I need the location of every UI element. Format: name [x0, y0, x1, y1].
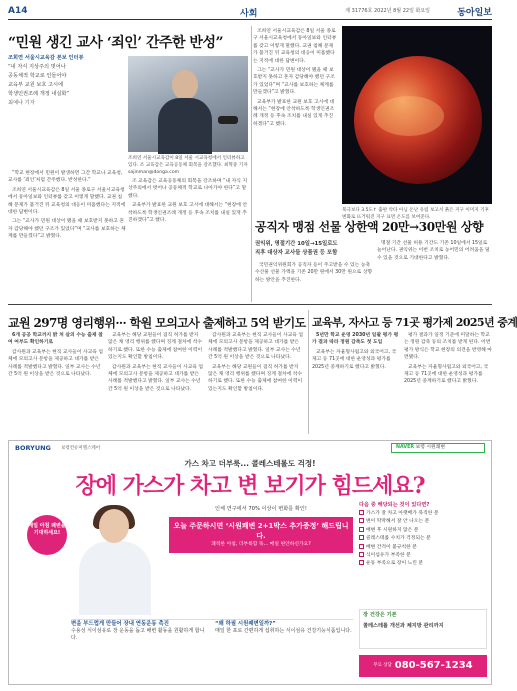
checklist-item: 식이섬유가 부족한 분 — [359, 552, 487, 560]
paragraph: 교육부는 자율형사립고와 외국어고, 국제고 등 71곳에 대한 운영성과 평가를 2025년 중계하기로 했다고 밝혔다. — [312, 349, 397, 370]
model-head — [99, 509, 129, 543]
masthead — [8, 6, 492, 20]
subhead-line: 권익위, 명절기간 10일→15일로도 — [255, 241, 338, 247]
ad-phone-button[interactable] — [359, 655, 487, 677]
ad-claim: 인체 연구에서 70% 이상이 변화를 확인! — [214, 506, 307, 512]
checkbox-icon — [359, 527, 364, 532]
paragraph: 감사원과 교육부는 현직 교사들이 사교육 업체에 모의고사 문항을 제공하고 대가를 받은 사례를 적발했다고 밝혔다. 일부 교사는 수년간 5억 원 이상을 받은 것으로 나타났다. — [8, 349, 104, 378]
search-query: 보령 시원쾌변 — [415, 445, 445, 450]
info-title: 변을 부드럽게 만들어 장내 연동운동 촉진 — [71, 621, 169, 627]
story-c-headline[interactable]: 교원 297명 영리행위··· 학원 모의고사 출제하고 5억 받기도 — [8, 316, 306, 330]
ad-lead: 가스 차고 더부룩... 콜레스테롤도 걱정! — [184, 459, 316, 468]
paragraph: 교육부는 해당 교원들이 겸직 허가를 받지 않은 채 영리 행위를 했다며 징계 절차에 착수하기로 했다. 또한 수능 출제에 참여한 이력이 있는지도 확인할 방침이다. — [208, 364, 303, 392]
story-b-photo — [342, 26, 492, 204]
checkbox-icon — [359, 552, 364, 557]
info-text: 매일 한 포로 간편하게 섭취하는 식이섬유 건강기능식품입니다. — [215, 628, 352, 635]
deck-line: 교육부 교원 보호 고시에 — [8, 82, 64, 88]
section-title: 사회 — [240, 9, 258, 19]
checkbox-icon — [359, 544, 364, 549]
portrait-figure — [158, 70, 212, 152]
subhead-line: 직후 대상자 교사들 상품권 등 포함 — [255, 250, 338, 256]
story-c-body-2 — [108, 332, 204, 434]
checkbox-icon — [359, 510, 364, 515]
checkbox-icon — [359, 560, 364, 565]
ad-checklist — [359, 501, 487, 605]
ad-brand-sub: 보령컨슈머헬스케어 — [61, 446, 101, 451]
ad-info-right — [215, 621, 353, 635]
promo-line: 쾌적한 아침, 더부룩함 뚝... 매일 편안하신가요? — [211, 542, 311, 547]
paragraph: 평가 결과가 일정 기준에 미달하는 학교는 정원 감축 등의 조치를 받게 된다. 이번 평가 방식은 학교 현장의 의견을 반영해 마련됐다. — [404, 333, 492, 361]
deck-line: 학생인권조례 개정 내실화” — [8, 91, 70, 97]
phone-number: 080-567-1234 — [394, 660, 473, 671]
ad-brand-logo: BORYUNG — [15, 444, 51, 452]
deck-line: 공동체적 학교로 인들어야 — [8, 73, 67, 79]
phone-tag: 무료 상담 — [373, 663, 392, 668]
story-a-body-2 — [128, 178, 248, 298]
story-b-photo-caption: 북극보다 3.5도↑ 출판 악타 아님 온난 유럽 보고서 붉은 지구 이미지 기후 변화로 뜨거워진 지구 표면 온도를 보여준다. — [342, 208, 490, 220]
story-b-subheads — [255, 240, 373, 258]
page-number: A14 — [8, 6, 28, 16]
paragraph: 교육부는 자율형사립고와 외국어고, 국제고 등 71곳에 대한 운영성과 평가를 2025년 중계하기로 했다고 밝혔다. — [404, 364, 489, 385]
product-title: 장 건강은 기본 — [363, 612, 397, 618]
paragraph: 조희연 서울시교육감은 8일 서울 종로구 서울시교육청에서 동아일보와 인터뷰를 갖고 이렇게 말했다. 교권 침해 문제가 불거진 뒤 교육청의 대응이 미흡했다는 지적에 대한 답변이다. — [253, 29, 337, 64]
paragraph: “학교 현장에서 민원이 발생하면 그간 학교나 교육청, 교사를 ‘죄인’처럼 간주했다. 반성한다.” — [8, 171, 123, 184]
paragraph: 명절 기간 선물 허용 기간도 기존 10일에서 15일로 늘어난다. 권익위는 이번 조치로 농어민의 어려움을 덜 수 있을 것으로 기대한다고 밝혔다. — [377, 241, 490, 261]
ad-promo-box — [169, 517, 353, 553]
promo-line: 오늘 주문하시면 ‘시원쾌변 2+1박스 추가증정’ 해드립니다. — [173, 522, 349, 540]
ad-model-image — [71, 505, 163, 615]
story-a-body-3 — [253, 28, 337, 214]
checklist-item: 변이 딱딱해서 잘 안 나오는 분 — [359, 518, 487, 526]
paragraph: 감사원과 교육부는 현직 교사들이 사교육 업체에 모의고사 문항을 제공하고 대가를 받은 사례를 적발했다고 밝혔다. 일부 교사는 수년간 5억 원 이상을 받은 것으로 나타났다. — [108, 364, 204, 392]
newspaper-name: 동아일보 — [457, 8, 492, 18]
checklist-item: 배변 간격이 불규칙한 분 — [359, 544, 487, 552]
paragraph: 교육부는 해당 교원들이 겸직 허가를 받지 않은 채 영리 행위를 했다며 징계 절차에 착수하기로 했다. 또한 수능 출제에 참여한 이력이 있는지도 확인할 방침이다. — [108, 333, 203, 361]
story-a-photo-caption: 조희연 서울시교육감이 8일 서울 시교육청에서 인터뷰하고 있다. 조 교육감은 교육공동체 회복을 강조했다. 최혁중 기자 sajinman@donga.com — [128, 156, 248, 175]
checklist-title: 다음 중 해당되는 것이 있다면? — [359, 502, 430, 508]
ad-topbar — [9, 441, 491, 455]
info-title: “왜 하필 시원쾌변일까?” — [215, 621, 276, 627]
story-b-headline[interactable]: 공직자 맹점 선물 상한액 20만→30만원 상향 — [255, 220, 484, 234]
checklist-item: 가스가 잘 차고 아랫배가 묵직한 분 — [359, 510, 487, 518]
product-sub: 콜레스테롤 개선과 체지방 관리까지 — [363, 623, 444, 629]
ad-search-box[interactable] — [391, 443, 485, 453]
search-brand: NAVER — [396, 445, 415, 450]
earth-globe-image — [354, 56, 482, 184]
paragraph: 교육부가 발표한 교원 보호 고시에 대해서는 “현장에 안착하도록 학생인권조례 개정 등 후속 조치를 내실 있게 추진하겠다”고 했다. — [128, 203, 248, 224]
story-b-body — [255, 262, 373, 300]
checklist-item: 운동 부족으로 장이 느린 분 — [359, 560, 487, 568]
story-a-body — [8, 170, 126, 298]
deck-line: 조희연 서울시교육감 본보 인터뷰 — [8, 55, 84, 61]
checkbox-icon — [359, 518, 364, 523]
ad-product-box — [359, 609, 487, 649]
column-rule — [308, 310, 309, 434]
story-d-headline[interactable]: 교육부, 자사고 등 71곳 평가제 2025년 중계 — [312, 316, 517, 329]
story-d-body-2 — [404, 332, 492, 434]
paragraph: 조 교육감은 교육공동체의 회복을 강조하며 “내 자식 지상주의에서 벗어나 공동체적 학교로 나아가야 한다”고 말했다. — [128, 179, 248, 199]
model-body — [79, 541, 151, 615]
microphone-icon — [218, 116, 238, 124]
ad-info-left — [71, 621, 209, 641]
section-divider — [8, 304, 492, 305]
paragraph: 국민권익위원회가 공직자 등이 주고받을 수 있는 농축수산물 선물 가액을 기존 20만 원에서 30만 원으로 상향하는 방안을 추진한다. — [255, 263, 373, 283]
issue-meta: 제 31776호 2022년 8월 22일 화요일 — [345, 8, 430, 14]
story-a-photo — [128, 56, 248, 152]
story-b-body-2 — [377, 240, 492, 300]
paragraph: 조희연 서울시교육감은 8일 서울 종로구 서울시교육청에서 동아일보와 인터뷰를 갖고 이렇게 말했다. 교권 침해 문제가 불거진 뒤 교육청의 대응이 미흡했다는 지적에 대한 답변이다. — [8, 187, 126, 216]
story-d-body — [312, 332, 400, 434]
story-c-body-3 — [208, 332, 304, 434]
story-a-deck — [8, 54, 126, 108]
paragraph: 6개 공공 학교까지 밝 처 살의 수능 출제 참여 여부도 확인하기로 — [8, 333, 103, 346]
ad-badge: 매일 아침 쾌변을 기대하세요! — [27, 515, 67, 555]
info-text: 수용성 식이섬유로 장 운동을 돕고 배변 활동을 원활하게 합니다. — [71, 628, 205, 641]
paragraph: 그는 “교사가 민원 대상이 됐을 때 보호받지 못하고 혼자 감당해야 했던 구조가 있었다”며 “교사를 보호하는 체계를 만들겠다”고 밝혔다. — [8, 219, 126, 240]
portrait-body — [158, 98, 212, 154]
checklist-item: 콜레스테롤 수치가 걱정되는 분 — [359, 535, 487, 543]
advertisement[interactable] — [8, 440, 492, 685]
byline: 최예나 기자 — [8, 100, 35, 106]
story-a-headline[interactable]: “민원 생긴 교사 ‘죄인’ 간주한 반성” — [8, 35, 224, 51]
story-c-body — [8, 332, 104, 434]
ad-headline: 장에 가스가 차고 변 보기가 힘드세요? — [75, 473, 425, 499]
paragraph: 5년만 학교 운영 2030년 일괄 평가 평가 결과 따라 정원 감축도 첫 도입 — [312, 333, 399, 346]
deck-line: “내 자식 지상주의 벗어나 — [8, 64, 66, 70]
portrait-head — [172, 70, 198, 100]
paragraph: 감사원과 교육부는 현직 교사들이 사교육 업체에 모의고사 문항을 제공하고 대가를 받은 사례를 적발했다고 밝혔다. 일부 교사는 수년간 5억 원 이상을 받은 것으로 나타났다. — [208, 333, 304, 361]
column-rule — [251, 26, 252, 302]
checklist-item: 배변 후 시원하지 않은 분 — [359, 527, 487, 535]
paragraph: 교육부가 발표한 교원 보호 고시에 대해서는 “현장에 안착하도록 학생인권조례 개정 등 후속 조치를 내실 있게 추진하겠다”고 했다. — [253, 99, 335, 127]
checkbox-icon — [359, 535, 364, 540]
paragraph: 그는 “교사가 민원 대상이 됐을 때 보호받지 못하고 혼자 감당해야 했던 구조가 있었다”며 “교사를 보호하는 체계를 만들겠다”고 밝혔다. — [253, 68, 335, 96]
